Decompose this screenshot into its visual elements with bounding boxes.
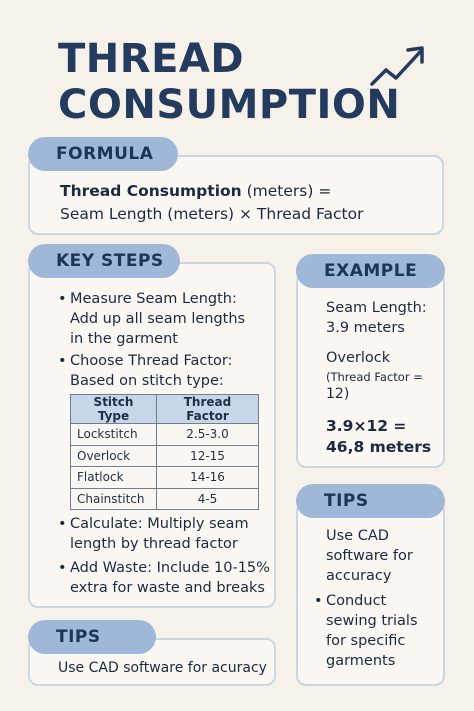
step-1-line-3: in the garment [70,331,178,347]
example-overlock: Overlock [326,350,391,366]
formula-line-2: Seam Length (meters) × Thread Factor [60,205,364,223]
example-seam-line-2: 3.9 meters [326,320,405,336]
tips-right-tip-1 [326,526,413,586]
table-header-thread-factor: Thread Factor [157,395,259,424]
example-calc-line-1: 3.9×12 = [326,417,407,435]
bullet-dot: • [58,353,67,369]
table-cell-factor: 14-16 [157,467,259,489]
table-cell-stitch: Overlock [71,445,157,467]
title-line-1: THREAD [58,36,245,82]
step-3 [58,514,249,554]
thread-factor-table [70,394,259,510]
title-line-2: CONSUMPTION [58,82,401,128]
table-cell-factor: 2.5-3.0 [157,424,259,446]
table-row [71,424,259,446]
table-cell-factor: 12-15 [157,445,259,467]
table-row [71,445,259,467]
tip-1-line-2: software for [326,548,413,564]
tips-right-heading: TIPS [296,484,445,518]
formula-unit: (meters) = [241,182,332,200]
table-cell-factor: 4-5 [157,488,259,510]
example-factor-line-1: (Thread Factor = [326,370,423,384]
table-cell-stitch: Chainstitch [71,488,157,510]
tips-right-tip-2 [314,591,418,671]
step-3-line-1: Calculate: Multiply seam [70,516,249,532]
table-header-stitch-type: Stitch Type [71,395,157,424]
example-calc-line-2: 46,8 meters [326,438,432,456]
step-4 [58,558,270,598]
formula-text [60,180,364,226]
step-1-line-1: Measure Seam Length: [70,291,237,307]
key-steps-heading: KEY STEPS [28,244,180,278]
example-factor-line-2: 12) [326,386,350,402]
table-cell-stitch: Lockstitch [71,424,157,446]
formula-term: Thread Consumption [60,182,242,200]
example-thread-factor [326,369,423,403]
table-row [71,488,259,510]
step-2-line-2: Based on stitch type: [70,373,224,389]
bullet-dot: • [58,291,67,307]
step-1-line-2: Add up all seam lengths [70,311,246,327]
formula-heading: FORMULA [28,137,178,171]
bullet-dot: • [314,593,323,609]
step-4-line-2: extra for waste and breaks [70,580,265,596]
example-seam-line-1: Seam Length: [326,300,427,316]
page-title [58,36,400,128]
example-calculation [326,416,431,458]
tip-2-line-1: Conduct [326,593,387,609]
table-row [71,467,259,489]
step-2-line-1: Choose Thread Factor: [70,353,233,369]
step-4-line-1: Add Waste: Include 10-15% [70,560,270,576]
trend-up-arrow-icon [368,44,432,90]
tips-bottom-text: Use CAD software for acuracy [58,660,267,676]
step-2 [58,351,233,391]
step-1 [58,289,246,349]
tip-1-line-3: accuracy [326,568,392,584]
example-heading: EXAMPLE [296,254,445,288]
example-seam-length [326,298,427,338]
tip-1-line-1: Use CAD [326,528,389,544]
bullet-dot: • [58,516,67,532]
tip-2-line-2: sewing trials [326,613,418,629]
step-3-line-2: length by thread factor [70,536,238,552]
bullet-dot: • [58,560,67,576]
table-header-row [71,395,259,424]
tips-bottom-heading: TIPS [28,620,156,654]
tip-2-line-3: for specific [326,633,406,649]
tip-2-line-4: garments [326,653,396,669]
table-cell-stitch: Flatlock [71,467,157,489]
